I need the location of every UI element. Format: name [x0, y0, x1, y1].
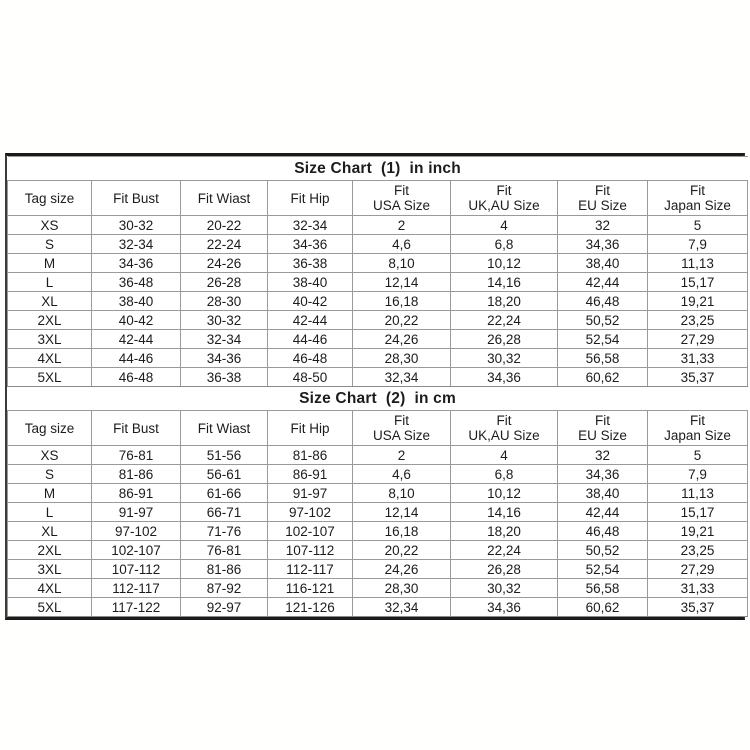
- table-row: [8, 254, 748, 273]
- measurement-cell: 30,32: [451, 579, 558, 598]
- measurement-cell: 6,8: [451, 465, 558, 484]
- table-row: [8, 522, 748, 541]
- measurement-cell: 15,17: [648, 503, 748, 522]
- tag-size-cell: M: [8, 254, 92, 273]
- measurement-cell: 50,52: [558, 311, 648, 330]
- column-header-line2: UK,AU Size: [468, 198, 540, 213]
- table-row: [8, 541, 748, 560]
- tag-size-cell: XL: [8, 522, 92, 541]
- measurement-cell: 86-91: [268, 465, 353, 484]
- measurement-cell: 28-30: [181, 292, 268, 311]
- measurement-cell: 18,20: [451, 522, 558, 541]
- measurement-cell: 38,40: [558, 254, 648, 273]
- table-row: [8, 465, 748, 484]
- column-header-line1: Fit Bust: [113, 420, 159, 436]
- measurement-cell: 19,21: [648, 522, 748, 541]
- tag-size-cell: XS: [8, 446, 92, 465]
- measurement-cell: 22,24: [451, 541, 558, 560]
- measurement-cell: 31,33: [648, 579, 748, 598]
- measurement-cell: 56-61: [181, 465, 268, 484]
- chart-title-row: [8, 157, 748, 181]
- measurement-cell: 61-66: [181, 484, 268, 503]
- table-row: [8, 446, 748, 465]
- measurement-cell: 27,29: [648, 330, 748, 349]
- measurement-cell: 4,6: [353, 465, 451, 484]
- measurement-cell: 38,40: [558, 484, 648, 503]
- measurement-cell: 6,8: [451, 235, 558, 254]
- measurement-cell: 42-44: [92, 330, 181, 349]
- measurement-cell: 23,25: [648, 541, 748, 560]
- column-header-line2: Japan Size: [664, 428, 731, 443]
- measurement-cell: 20-22: [181, 216, 268, 235]
- measurement-cell: 4,6: [353, 235, 451, 254]
- table-row: [8, 273, 748, 292]
- chart-title-index: (1): [381, 159, 401, 177]
- measurement-cell: 24,26: [353, 330, 451, 349]
- measurement-cell: 60,62: [558, 368, 648, 387]
- measurement-cell: 112-117: [92, 579, 181, 598]
- tag-size-cell: 3XL: [8, 330, 92, 349]
- measurement-cell: 81-86: [92, 465, 181, 484]
- table-row: [8, 330, 748, 349]
- chart-title-unit: in cm: [414, 389, 456, 407]
- measurement-cell: 32: [558, 216, 648, 235]
- measurement-cell: 16,18: [353, 292, 451, 311]
- measurement-cell: 50,52: [558, 541, 648, 560]
- measurement-cell: 52,54: [558, 560, 648, 579]
- column-header-line2: EU Size: [578, 198, 627, 213]
- column-header: [558, 181, 648, 216]
- table-row: [8, 349, 748, 368]
- tag-size-cell: S: [8, 235, 92, 254]
- measurement-cell: 32-34: [268, 216, 353, 235]
- table-row: [8, 235, 748, 254]
- measurement-cell: 32-34: [92, 235, 181, 254]
- measurement-cell: 112-117: [268, 560, 353, 579]
- measurement-cell: 42,44: [558, 273, 648, 292]
- measurement-cell: 56,58: [558, 349, 648, 368]
- chart-title-index: (2): [385, 389, 406, 407]
- measurement-cell: 92-97: [181, 598, 268, 617]
- column-header: [268, 411, 353, 446]
- table-row: [8, 216, 748, 235]
- measurement-cell: 12,14: [353, 273, 451, 292]
- table-row: [8, 503, 748, 522]
- measurement-cell: 26,28: [451, 330, 558, 349]
- column-header: [181, 411, 268, 446]
- measurement-cell: 2: [353, 446, 451, 465]
- measurement-cell: 40-42: [268, 292, 353, 311]
- column-header: [648, 181, 748, 216]
- column-header: [451, 411, 558, 446]
- measurement-cell: 38-40: [92, 292, 181, 311]
- chart-title: [8, 387, 748, 411]
- measurement-cell: 26-28: [181, 273, 268, 292]
- measurement-cell: 4: [451, 446, 558, 465]
- measurement-cell: 23,25: [648, 311, 748, 330]
- measurement-cell: 20,22: [353, 541, 451, 560]
- measurement-cell: 52,54: [558, 330, 648, 349]
- measurement-cell: 51-56: [181, 446, 268, 465]
- measurement-cell: 34,36: [451, 598, 558, 617]
- measurement-cell: 116-121: [268, 579, 353, 598]
- measurement-cell: 36-48: [92, 273, 181, 292]
- tag-size-cell: L: [8, 273, 92, 292]
- measurement-cell: 46,48: [558, 522, 648, 541]
- measurement-cell: 14,16: [451, 503, 558, 522]
- measurement-cell: 36-38: [268, 254, 353, 273]
- measurement-cell: 121-126: [268, 598, 353, 617]
- measurement-cell: 46,48: [558, 292, 648, 311]
- table-row: [8, 311, 748, 330]
- column-header-line1: Fit: [595, 183, 610, 198]
- tag-size-cell: XS: [8, 216, 92, 235]
- tag-size-cell: 3XL: [8, 560, 92, 579]
- measurement-cell: 44-46: [92, 349, 181, 368]
- measurement-cell: 76-81: [181, 541, 268, 560]
- measurement-cell: 7,9: [648, 235, 748, 254]
- measurement-cell: 28,30: [353, 349, 451, 368]
- measurement-cell: 35,37: [648, 368, 748, 387]
- column-header-line1: Fit Bust: [113, 190, 159, 206]
- column-header: [353, 181, 451, 216]
- measurement-cell: 107-112: [268, 541, 353, 560]
- measurement-cell: 36-38: [181, 368, 268, 387]
- measurement-cell: 5: [648, 446, 748, 465]
- measurement-cell: 8,10: [353, 254, 451, 273]
- measurement-cell: 32,34: [353, 368, 451, 387]
- table-row: [8, 484, 748, 503]
- measurement-cell: 30-32: [92, 216, 181, 235]
- tag-size-cell: 2XL: [8, 311, 92, 330]
- measurement-cell: 81-86: [181, 560, 268, 579]
- measurement-cell: 71-76: [181, 522, 268, 541]
- table-row: [8, 598, 748, 617]
- measurement-cell: 11,13: [648, 484, 748, 503]
- column-header-line1: Fit: [595, 413, 610, 428]
- measurement-cell: 16,18: [353, 522, 451, 541]
- tag-size-cell: XL: [8, 292, 92, 311]
- measurement-cell: 44-46: [268, 330, 353, 349]
- tag-size-cell: 4XL: [8, 579, 92, 598]
- measurement-cell: 86-91: [92, 484, 181, 503]
- measurement-cell: 28,30: [353, 579, 451, 598]
- table-row: [8, 579, 748, 598]
- measurement-cell: 5: [648, 216, 748, 235]
- measurement-cell: 7,9: [648, 465, 748, 484]
- measurement-cell: 76-81: [92, 446, 181, 465]
- measurement-cell: 32,34: [353, 598, 451, 617]
- measurement-cell: 34-36: [181, 349, 268, 368]
- measurement-cell: 42-44: [268, 311, 353, 330]
- column-header: [8, 181, 92, 216]
- tag-size-cell: S: [8, 465, 92, 484]
- column-header: [92, 181, 181, 216]
- measurement-cell: 97-102: [92, 522, 181, 541]
- column-header: [353, 411, 451, 446]
- measurement-cell: 26,28: [451, 560, 558, 579]
- measurement-cell: 31,33: [648, 349, 748, 368]
- column-header-line2: EU Size: [578, 428, 627, 443]
- tag-size-cell: 5XL: [8, 368, 92, 387]
- column-header-line2: Japan Size: [664, 198, 731, 213]
- measurement-cell: 34-36: [92, 254, 181, 273]
- measurement-cell: 27,29: [648, 560, 748, 579]
- column-header-line1: Fit: [394, 413, 409, 428]
- measurement-cell: 24-26: [181, 254, 268, 273]
- measurement-cell: 102-107: [268, 522, 353, 541]
- column-header: [268, 181, 353, 216]
- measurement-cell: 19,21: [648, 292, 748, 311]
- column-header-line1: Fit: [690, 413, 706, 428]
- measurement-cell: 34,36: [558, 465, 648, 484]
- measurement-cell: 91-97: [268, 484, 353, 503]
- column-header-line1: Fit Hip: [290, 190, 330, 206]
- measurement-cell: 38-40: [268, 273, 353, 292]
- tag-size-cell: 4XL: [8, 349, 92, 368]
- measurement-cell: 56,58: [558, 579, 648, 598]
- measurement-cell: 117-122: [92, 598, 181, 617]
- column-header-line1: Fit Hip: [290, 420, 330, 436]
- column-header: [451, 181, 558, 216]
- column-header-row: [8, 411, 748, 446]
- chart-title-main: Size Chart: [299, 389, 377, 407]
- measurement-cell: 11,13: [648, 254, 748, 273]
- measurement-cell: 32: [558, 446, 648, 465]
- measurement-cell: 87-92: [181, 579, 268, 598]
- chart-title-unit: in inch: [409, 159, 461, 177]
- measurement-cell: 34-36: [268, 235, 353, 254]
- column-header-line2: USA Size: [372, 198, 431, 213]
- measurement-cell: 8,10: [353, 484, 451, 503]
- chart-title: [8, 157, 748, 181]
- chart-title-row: [8, 387, 748, 411]
- measurement-cell: 42,44: [558, 503, 648, 522]
- column-header: [181, 181, 268, 216]
- column-header: [92, 411, 181, 446]
- table-row: [8, 368, 748, 387]
- measurement-cell: 40-42: [92, 311, 181, 330]
- measurement-cell: 10,12: [451, 484, 558, 503]
- column-header-line1: Fit Wiast: [197, 420, 251, 436]
- measurement-cell: 12,14: [353, 503, 451, 522]
- size-chart-frame: [5, 153, 745, 620]
- measurement-cell: 32-34: [181, 330, 268, 349]
- tag-size-cell: 2XL: [8, 541, 92, 560]
- measurement-cell: 34,36: [451, 368, 558, 387]
- column-header: [558, 411, 648, 446]
- measurement-cell: 15,17: [648, 273, 748, 292]
- measurement-cell: 46-48: [92, 368, 181, 387]
- column-header-line2: UK,AU Size: [468, 428, 540, 443]
- column-header-line1: Tag size: [24, 420, 75, 436]
- column-header-row: [8, 181, 748, 216]
- tag-size-cell: L: [8, 503, 92, 522]
- column-header-line1: Fit: [394, 183, 409, 198]
- column-header: [8, 411, 92, 446]
- measurement-cell: 107-112: [92, 560, 181, 579]
- measurement-cell: 34,36: [558, 235, 648, 254]
- column-header-line1: Tag size: [24, 190, 75, 206]
- measurement-cell: 66-71: [181, 503, 268, 522]
- measurement-cell: 14,16: [451, 273, 558, 292]
- measurement-cell: 22,24: [451, 311, 558, 330]
- tag-size-cell: M: [8, 484, 92, 503]
- measurement-cell: 35,37: [648, 598, 748, 617]
- measurement-cell: 10,12: [451, 254, 558, 273]
- measurement-cell: 48-50: [268, 368, 353, 387]
- column-header-line1: Fit: [496, 183, 512, 198]
- measurement-cell: 60,62: [558, 598, 648, 617]
- measurement-cell: 20,22: [353, 311, 451, 330]
- measurement-cell: 4: [451, 216, 558, 235]
- column-header-line2: USA Size: [372, 428, 431, 443]
- chart-title-main: Size Chart: [294, 159, 372, 177]
- measurement-cell: 97-102: [268, 503, 353, 522]
- column-header-line1: Fit Wiast: [197, 190, 251, 206]
- measurement-cell: 102-107: [92, 541, 181, 560]
- measurement-cell: 22-24: [181, 235, 268, 254]
- measurement-cell: 46-48: [268, 349, 353, 368]
- measurement-cell: 2: [353, 216, 451, 235]
- measurement-cell: 91-97: [92, 503, 181, 522]
- measurement-cell: 30-32: [181, 311, 268, 330]
- measurement-cell: 81-86: [268, 446, 353, 465]
- table-row: [8, 560, 748, 579]
- tag-size-cell: 5XL: [8, 598, 92, 617]
- size-chart-table: [7, 156, 748, 617]
- table-row: [8, 292, 748, 311]
- column-header-line1: Fit: [690, 183, 706, 198]
- column-header-line1: Fit: [496, 413, 512, 428]
- measurement-cell: 24,26: [353, 560, 451, 579]
- column-header: [648, 411, 748, 446]
- measurement-cell: 18,20: [451, 292, 558, 311]
- measurement-cell: 30,32: [451, 349, 558, 368]
